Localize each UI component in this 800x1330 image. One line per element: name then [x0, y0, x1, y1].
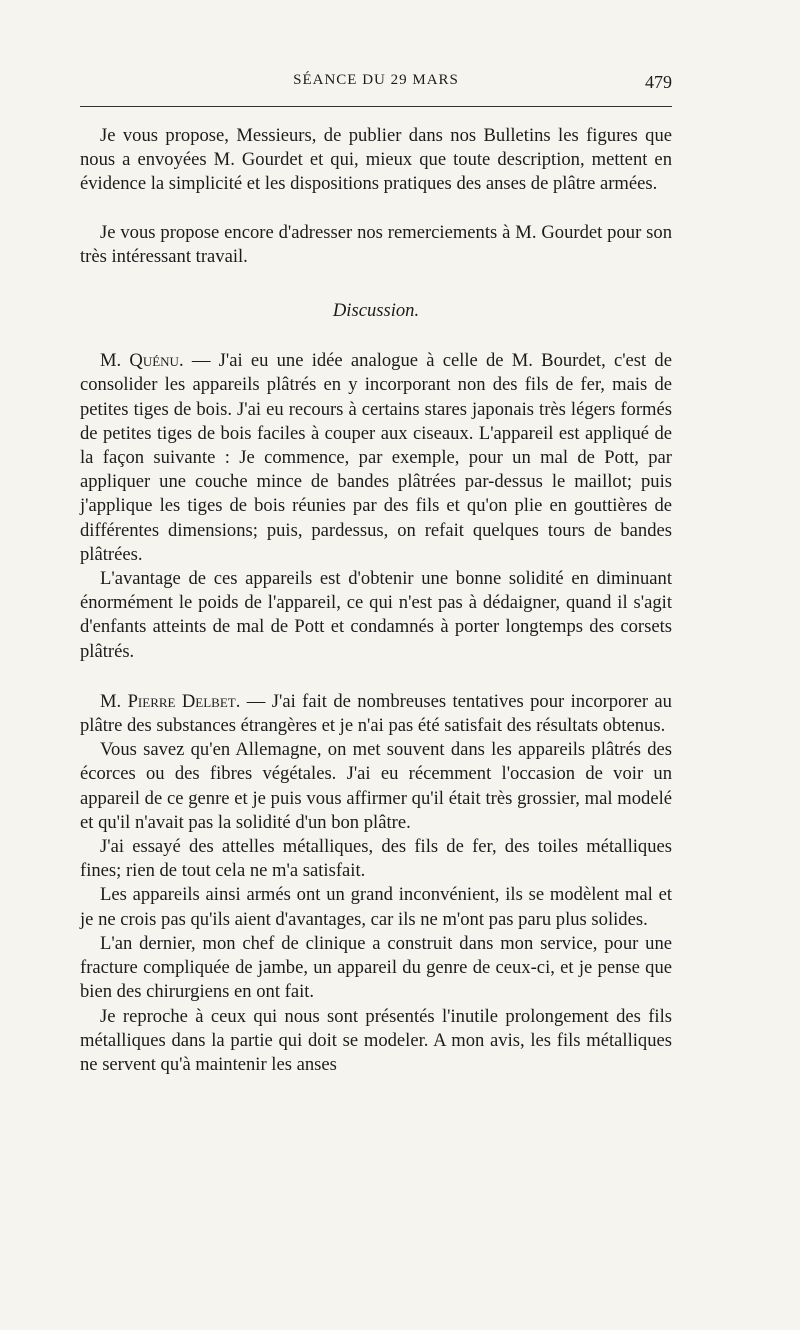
paragraph: Les appareils ainsi armés ont un grand inconvénient, ils se modèlent mal et je ne crois pas qu'ils aient d'avantages, car ils ne m'ont pas paru plus solides. [80, 884, 672, 930]
paragraph: J'ai essayé des attelles métalliques, des fils de fer, des toiles métalliques fines; rien de tout cela ne m'a satisfait. [80, 836, 672, 882]
paragraph: Vous savez qu'en Allemagne, on met souvent dans les appareils plâtrés des écorces ou des fibres végétales. J'ai eu récemment l'occasion de voir un appareil de ce genre et je puis vous affirmer qu'il était très grossier, mal modelé et qu'il n'avait pas la solidité d'un bon plâtre. [80, 739, 672, 833]
discussion-heading: Discussion. [332, 300, 420, 322]
spacer [80, 664, 672, 690]
paragraph: Je vous propose encore d'adresser nos remerciements à M. Gourdet pour son très intéressant travail. [80, 221, 672, 267]
speaker-text: . — J'ai fait de nombreuses tentatives pour incorporer au plâtre des substances étrangères et je n'ai pas été satisfait des résultats obtenus. [80, 690, 672, 737]
paragraph-delbet [80, 690, 672, 738]
header-rule [80, 106, 672, 107]
paragraph: L'an dernier, mon chef de clinique a construit dans mon service, pour une fracture compliquée de jambe, un appareil du genre de ceux-ci, et je pense que bien des chirurgiens en ont fait. [80, 932, 672, 1003]
page-number: 479 [645, 72, 672, 92]
speaker-name: Quénu [129, 350, 179, 372]
paragraph-quenu [80, 349, 672, 567]
running-head: SÉANCE DU 29 MARS [293, 72, 459, 88]
spacer [80, 197, 672, 221]
body-text [80, 124, 672, 1077]
speaker-name: Pierre Delbet [127, 690, 236, 712]
speaker-prefix: M. [100, 350, 130, 372]
paragraph: Je vous propose, Messieurs, de publier dans nos Bulletins les figures que nous a envoyées M. Gourdet et qui, mieux que toute description, mettent en évidence la simplicité et les dispositions pratiques des anses de plâtre armées. [80, 125, 672, 195]
speaker-prefix: M. [100, 690, 128, 712]
speaker-text: . — J'ai eu une idée analogue à celle de M. Bourdet, c'est de consolider les appareils plâtrés en y incorporant non des fils de fer, mais de petites tiges de bois. J'ai eu recours à certains stares japonais très légers formés de petites tiges de bois faciles à couper aux ciseaux. L'appareil est appliqué de la façon suivante : Je commence, par exemple, pour un mal de Pott, par appliquer une couche mince de bandes plâtrées par-dessus le maillot; puis j'applique les tiges de bois réunies par des fils et qu'on plie en gouttières de différentes dimensions; puis, pardessus, on refait quelques tours de bandes plâtrées. [80, 350, 672, 565]
paragraph: L'avantage de ces appareils est d'obtenir une bonne solidité en diminuant énormément le poids de l'appareil, ce qui n'est pas à dédaigner, quand il s'agit d'enfants atteints de mal de Pott et condamnés à porter longtemps des corsets plâtrés. [80, 568, 672, 662]
paragraph: Je reproche à ceux qui nous sont présentés l'inutile prolongement des fils métalliques dans la partie qui doit se modeler. A mon avis, les fils métalliques ne servent qu'à maintenir les anses [80, 1005, 672, 1075]
page-header [80, 72, 672, 96]
